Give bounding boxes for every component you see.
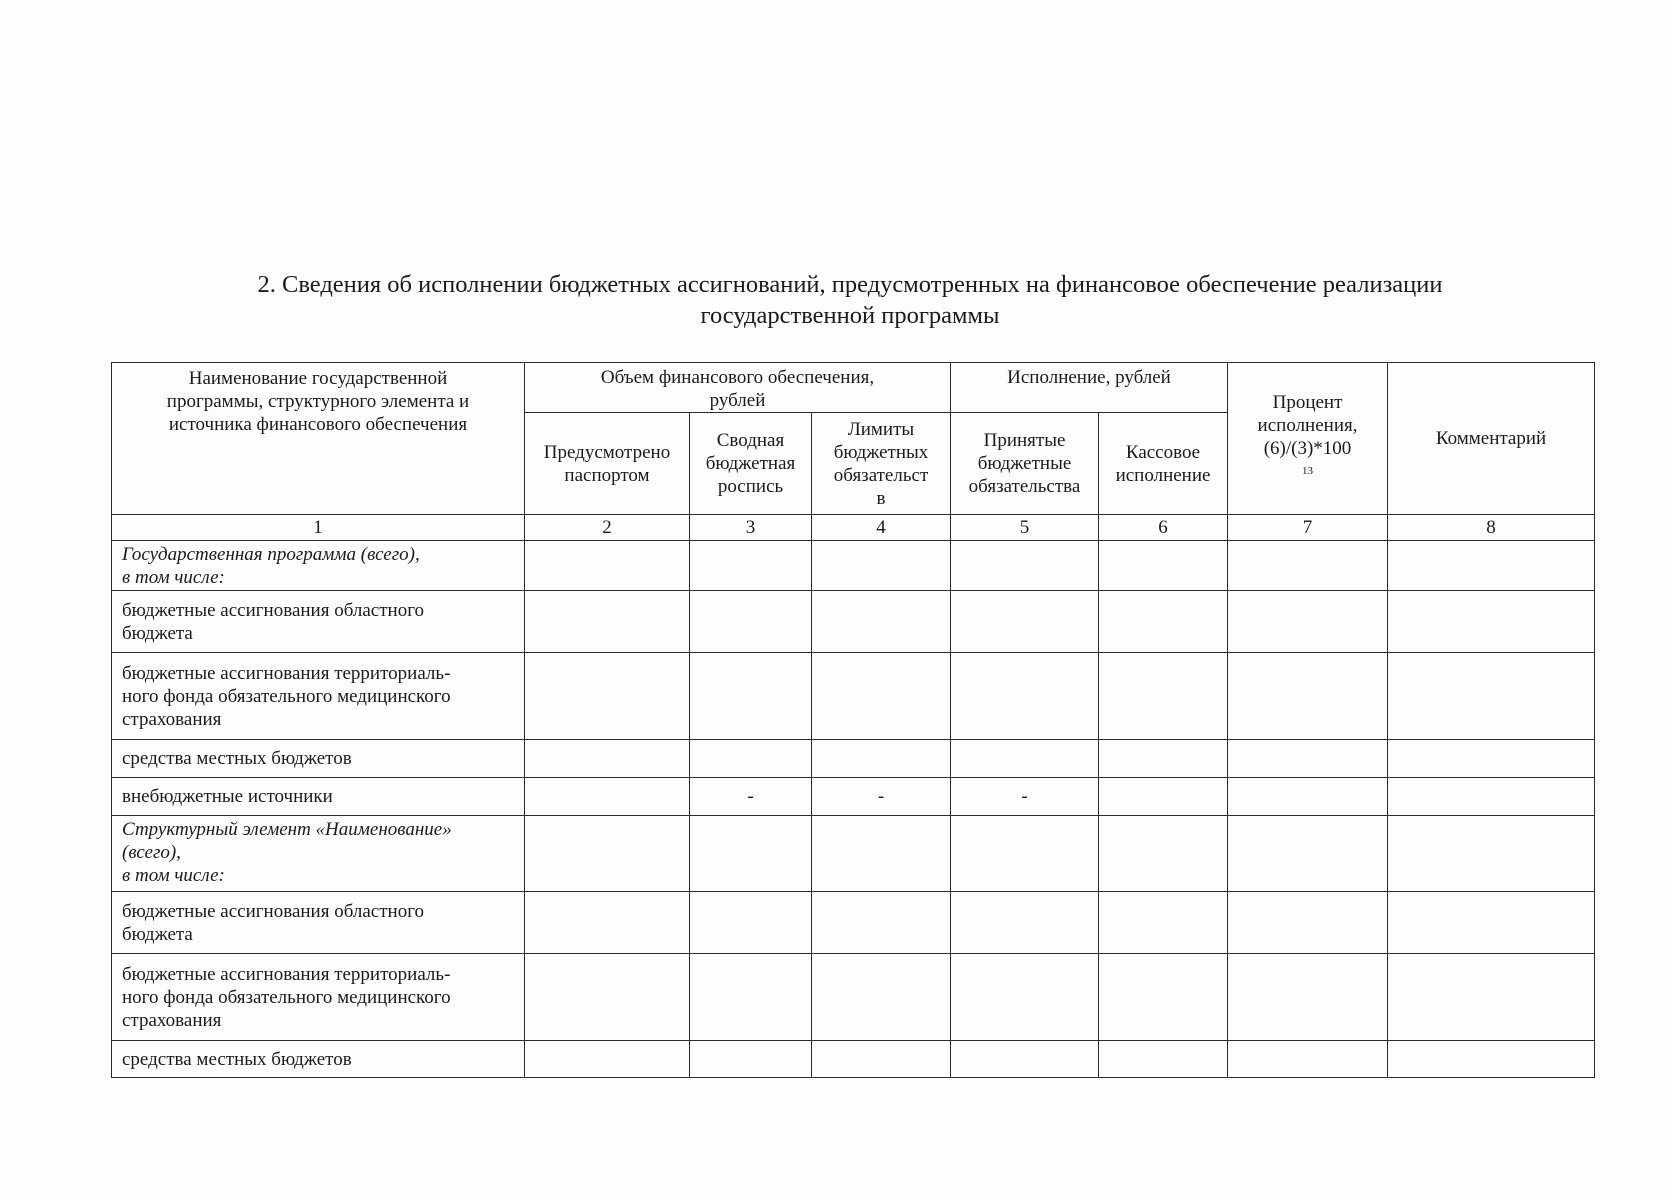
- column-number-row: [112, 515, 1595, 541]
- header-volume-group: Объем финансового обеспечения, рублей: [525, 363, 951, 413]
- table-cell: [690, 653, 812, 740]
- table-cell: [951, 892, 1099, 954]
- table-cell: [1388, 954, 1595, 1041]
- table-cell: [812, 892, 951, 954]
- column-number: 8: [1388, 515, 1595, 541]
- table-cell: [812, 541, 951, 591]
- table-cell: [690, 591, 812, 653]
- table-cell: [1099, 778, 1228, 816]
- column-number: 4: [812, 515, 951, 541]
- table-cell: [951, 740, 1099, 778]
- row-label: средства местных бюджетов: [112, 1041, 525, 1078]
- table-cell: [1228, 892, 1388, 954]
- header-name-column: Наименование государственной программы, структурного элемента и источника финансового обеспечения: [112, 363, 525, 515]
- table-cell: [525, 1041, 690, 1078]
- table-cell: [951, 591, 1099, 653]
- table-cell: [951, 1041, 1099, 1078]
- table-cell: [1228, 591, 1388, 653]
- table-row: [112, 653, 1595, 740]
- column-number: 7: [1228, 515, 1388, 541]
- table-cell: [525, 816, 690, 892]
- row-label: Государственная программа (всего), в том числе:: [112, 541, 525, 591]
- table-cell: [525, 892, 690, 954]
- table-cell: [951, 954, 1099, 1041]
- table-row: [112, 892, 1595, 954]
- header-limits-column: Лимиты бюджетных обязательст в: [812, 413, 951, 515]
- table-cell: [1388, 816, 1595, 892]
- header-budget-schedule-column: Сводная бюджетная роспись: [690, 413, 812, 515]
- table-cell: [1388, 892, 1595, 954]
- table-cell: [812, 653, 951, 740]
- column-number: 6: [1099, 515, 1228, 541]
- table-cell: [1228, 1041, 1388, 1078]
- table-cell: [1099, 816, 1228, 892]
- table-cell: [690, 740, 812, 778]
- table-cell: [525, 778, 690, 816]
- table-cell: [1099, 954, 1228, 1041]
- column-number: 3: [690, 515, 812, 541]
- table-cell: [1228, 954, 1388, 1041]
- document-title: [110, 269, 1590, 331]
- table-cell: [1228, 740, 1388, 778]
- table-cell: [812, 740, 951, 778]
- table-cell: [812, 954, 951, 1041]
- table-row: [112, 541, 1595, 591]
- table-cell: [690, 892, 812, 954]
- table-cell: [1388, 1041, 1595, 1078]
- table-cell: [951, 541, 1099, 591]
- table-body: [112, 541, 1595, 1078]
- table-row: [112, 1041, 1595, 1078]
- table-cell: [1099, 1041, 1228, 1078]
- table-cell: -: [951, 778, 1099, 816]
- table-row: [112, 740, 1595, 778]
- header-accepted-obligations-column: Принятые бюджетные обязательства: [951, 413, 1099, 515]
- table-cell: [1099, 541, 1228, 591]
- row-label: средства местных бюджетов: [112, 740, 525, 778]
- table-cell: [812, 816, 951, 892]
- table-row: [112, 816, 1595, 892]
- table-row: [112, 954, 1595, 1041]
- row-label: бюджетные ассигнования областного бюджета: [112, 892, 525, 954]
- footnote-marker: 13: [1302, 464, 1314, 477]
- table-cell: [1099, 591, 1228, 653]
- header-cash-execution-column: Кассовое исполнение: [1099, 413, 1228, 515]
- header-comment-column: Комментарий: [1388, 363, 1595, 515]
- table-cell: [690, 1041, 812, 1078]
- table-row: [112, 778, 1595, 816]
- column-number: 2: [525, 515, 690, 541]
- table-cell: [1388, 591, 1595, 653]
- table-cell: [1228, 653, 1388, 740]
- row-label: внебюджетные источники: [112, 778, 525, 816]
- table-cell: [1099, 653, 1228, 740]
- header-passport-column: Предусмотрено паспортом: [525, 413, 690, 515]
- table-cell: [1388, 541, 1595, 591]
- table-cell: [525, 653, 690, 740]
- table-cell: -: [812, 778, 951, 816]
- table-cell: [1388, 740, 1595, 778]
- table-cell: [812, 591, 951, 653]
- header-percent-column: Процент исполнения, (6)/(3)*100 $^{13}$: [1228, 363, 1388, 515]
- table-cell: [690, 541, 812, 591]
- table-cell: [690, 816, 812, 892]
- title-line-2: государственной программы: [700, 302, 1000, 329]
- table-cell: [1228, 778, 1388, 816]
- table-cell: [525, 541, 690, 591]
- table-cell: [1099, 892, 1228, 954]
- column-number: 5: [951, 515, 1099, 541]
- table-cell: [525, 954, 690, 1041]
- table-cell: [525, 591, 690, 653]
- table-cell: [951, 653, 1099, 740]
- table-cell: [812, 1041, 951, 1078]
- row-label: бюджетные ассигнования территориаль- ного фонда обязательного медицинского страхования: [112, 954, 525, 1041]
- title-line-1: 2. Сведения об исполнении бюджетных ассигнований, предусмотренных на финансовое обеспечение реализации: [257, 271, 1443, 298]
- table-cell: [951, 816, 1099, 892]
- table-cell: [690, 954, 812, 1041]
- header-execution-group: Исполнение, рублей: [951, 363, 1228, 413]
- table-cell: [1388, 653, 1595, 740]
- table-cell: [1228, 541, 1388, 591]
- budget-execution-table: [111, 362, 1595, 1078]
- table-cell: [525, 740, 690, 778]
- row-label: бюджетные ассигнования территориаль- ного фонда обязательного медицинского страхования: [112, 653, 525, 740]
- table-cell: -: [690, 778, 812, 816]
- column-number: 1: [112, 515, 525, 541]
- table-cell: [1099, 740, 1228, 778]
- table-cell: [1228, 816, 1388, 892]
- row-label: Структурный элемент «Наименование» (всего), в том числе:: [112, 816, 525, 892]
- table-row: [112, 591, 1595, 653]
- header-row-1: [112, 363, 1595, 413]
- row-label: бюджетные ассигнования областного бюджета: [112, 591, 525, 653]
- table-cell: [1388, 778, 1595, 816]
